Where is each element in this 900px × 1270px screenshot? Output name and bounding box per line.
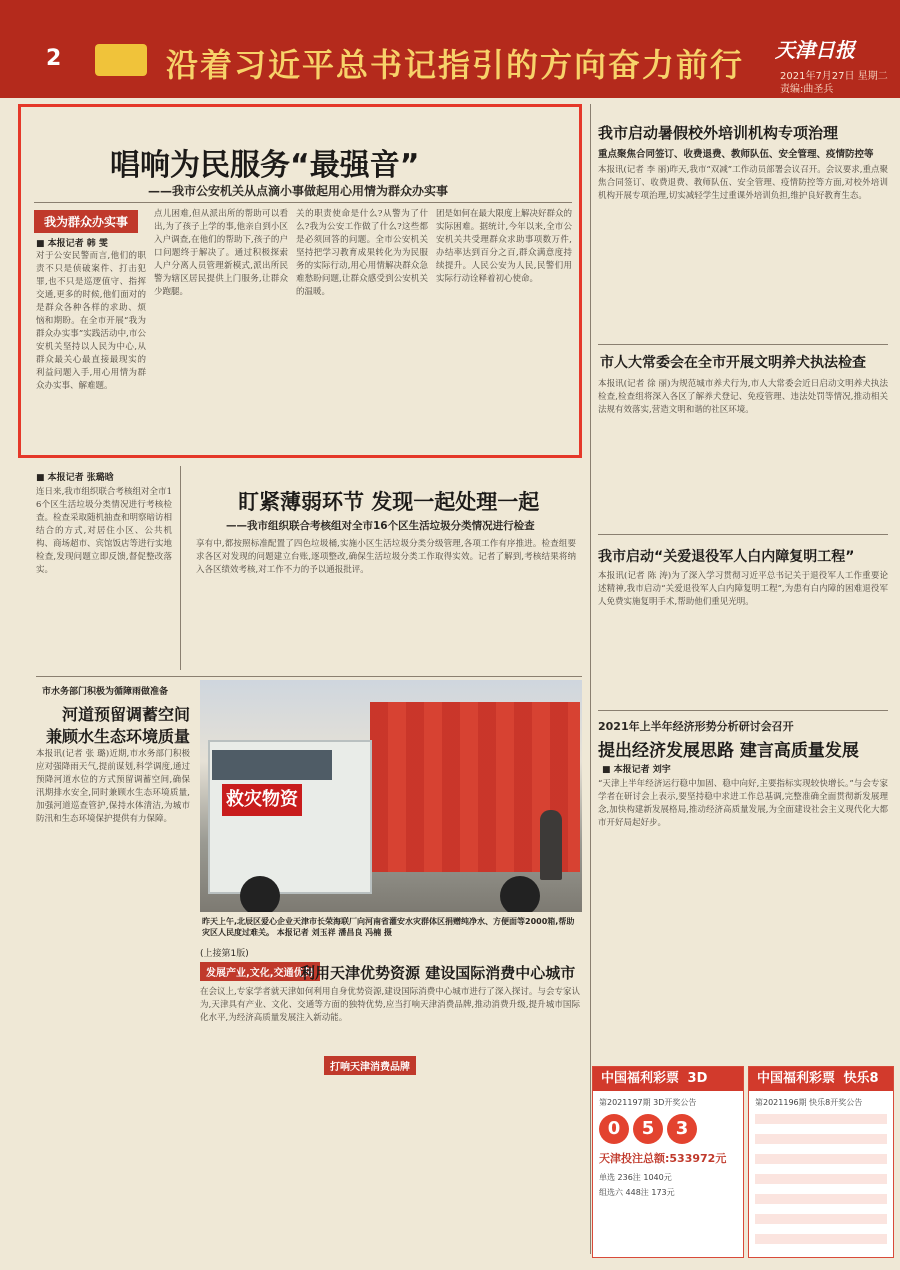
lottery-3d-issue: 第2021197期 3D开奖公告 [599,1098,697,1107]
right-article4-title[interactable]: 提出经济发展思路 建言高质量发展 [598,741,859,761]
article2-byline: ■ 本报记者 张璐晗 [36,473,114,483]
article1-byline: ■ 本报记者 韩 雯 [36,239,108,249]
lottery-3d-row1: 单选 236注 1040元 [599,1173,672,1182]
article1-body-col4: 团是如何在最大限度上解决好群众的实际困难。据统计,今年以来,全市公安机关共受理群众求助事项数万件,办结率达到百分之百,群众满意度持续提升。人民公安为人民,民警们用实际行动诠释着初心使命。 [436,209,572,284]
right-article2-body: 本报讯(记者 徐 丽)为规范城市养犬行为,市人大常委会近日启动文明养犬执法检查,检查组将深入各区了解养犬登记、免疫管理、违法处罚等情况,推动相关法规有效落实,营造文明和谐的社区环境。 [598,379,888,415]
right-article1-title[interactable]: 我市启动暑假校外培训机构专项治理 [598,124,839,142]
lottery-3d-title: 中国福利彩票 [601,1071,680,1086]
lottery-kl8-table [755,1114,887,1244]
paper-logo: 天津日报 [775,38,855,62]
truck-wheel [240,876,280,912]
right-article4-body: “天津上半年经济运行稳中加固、稳中向好,主要指标实现较快增长。”与会专家学者在研讨会上表示,要坚持稳中求进工作总基调,完整准确全面贯彻新发展理念,加快构建新发展格局,推动经济高质量发展,为全面建设社会主义现代化大都市开好局起好步。 [598,779,888,828]
divider [598,344,888,345]
right-article4-kicker: 2021年上半年经济形势分析研讨会召开 [598,720,794,733]
article2-body-left: 连日来,我市组织联合考核组对全市16个区生活垃圾分类情况进行考核检查。检查采取随机抽查和明察暗访相结合的方式,对居住小区、公共机构、商场超市、宾馆饭店等进行实地检查,发现问题立即反馈,督促整改落实。 [36,487,172,575]
lottery-3d-numbers [599,1114,737,1144]
photo-caption: 昨天上午,北辰区爱心企业天津市长荣海联厂向河南省灌安水灾群体区捐赠纯净水、方便面等2000箱,帮助灾区人民度过难关。 本报记者 刘玉祥 潘昌良 冯楠 摄 [202,917,575,937]
divider [598,710,888,711]
lottery-3d-box [592,1066,744,1258]
issue-meta [780,70,890,96]
lottery-3d-header [593,1067,743,1091]
truck-wheel [500,876,540,912]
truck-photo [200,680,582,912]
article1-body-col1: 对于公安民警而言,他们的职责不只是侦破案件、打击犯罪,也不只是巡逻值守、指挥交通,更多的时候,他们面对的是群众各种各样的求助、烦恼和期盼。在全市开展“我为群众办实事”实践活动中,市公安机关坚持以人民为中心,从群众最关心最直接最现实的利益问题入手,用心用情为群众办实事、解难题。 [36,251,146,391]
divider [598,534,888,535]
divider [36,676,582,677]
article4-title[interactable]: 利用天津优势资源 建设国际消费中心城市 [300,964,576,982]
lottery-ball: 5 [633,1114,663,1144]
right-article3-body: 本报讯(记者 陈 涛)为了深入学习贯彻习近平总书记关于退役军人工作重要论述精神,我市启动“关爱退役军人白内障复明工程”,为患有白内障的困难退役军人免费实施复明手术,帮助他们重见光明。 [598,571,888,607]
lottery-kl8-header [749,1067,893,1091]
article2-body: 享有中,都按照标准配置了四色垃圾桶,实施小区生活垃圾分类分级管理,各项工作有序推进。检查组要求各区对发现的问题建立台账,逐项整改,确保生活垃圾分类工作取得实效。记者了解到,考核结果将纳入各区绩效考核,对工作不力的予以通报批评。 [196,539,576,575]
party-emblem-icon [95,44,147,76]
lottery-kl8-issue: 第2021196期 快乐8开奖公告 [755,1098,863,1107]
column-divider [590,104,591,1254]
issue-date: 2021年7月27日 星期二 [780,71,888,82]
right-article1-subtitle: 重点聚焦合同签订、收费退费、教师队伍、安全管理、疫情防控等 [598,149,874,160]
article1-body-col3: 关的职责使命是什么?从警为了什么?我为公安工作做了什么?这些都是必须回答的问题。全市公安机关坚持把学习教育成果转化为为民服务的实际行动,用心用情解决群众急难愁盼问题,让群众感受到公安机关的温暖。 [296,209,428,297]
article4-tag: 发展产业,文化,交通优势 [200,962,320,981]
lottery-kl8-game: 快乐8 [843,1071,879,1086]
column-divider [180,466,181,670]
article1-body-col2: 点儿困难,但从派出所的帮助可以看出,为了孩子上学的事,他亲自到小区入户调查,在他们的帮助下,孩子的户口问题终于解决了。通过积极探索人户分离人员管理新模式,派出所民警为辖区居民提供上门服务,让群众少跑腿。 [154,209,288,297]
article4-note: (上接第1版) [200,949,249,959]
article2-subtitle: ——我市组织联合考核组对全市16个区生活垃圾分类情况进行检查 [226,520,535,532]
lottery-ball: 0 [599,1114,629,1144]
right-article1-body: 本报讯(记者 李 丽)昨天,我市“双减”工作动员部署会议召开。会议要求,重点聚焦合同签订、收费退费、教师队伍、安全管理、疫情防控等方面,对校外培训机构开展专项治理,切实减轻学生过重课外培训负担,维护良好教育生态。 [598,165,888,201]
truck-decal: 救灾物资 [222,784,302,816]
lottery-kl8-title: 中国福利彩票 [757,1071,836,1086]
article1-tag: 我为群众办实事 [34,210,138,233]
article4-body: 在会议上,专家学者就天津如何利用自身优势资源,建设国际消费中心城市进行了深入探讨。与会专家认为,天津具有产业、文化、交通等方面的独特优势,应当打响天津消费品牌,推动消费升级,提升城市国际化水平,为经济高质量发展注入新动能。 [200,987,580,1023]
person-figure [540,810,562,880]
lottery-3d-game: 3D [687,1071,708,1086]
lottery-3d-sales: 天津投注总额:533972元 [599,1152,727,1165]
page-headline: 沿着习近平总书记指引的方向奋力前行 [166,46,745,84]
lottery-ball: 3 [667,1114,697,1144]
article3-kicker: 市水务部门积极为循障雨做准备 [42,687,169,697]
article1-subtitle: ——我市公安机关从点滴小事做起用心用情为群众办实事 [148,184,449,198]
issue-editor: 责编:曲圣兵 [780,84,834,95]
article4-tag2: 打响天津消费品牌 [324,1056,416,1075]
article3-body: 本报讯(记者 张 璐)近期,市水务部门积极应对强降雨天气,提前谋划,科学调度,通过预降河道水位的方式预留调蓄空间,确保汛期排水安全,同时兼顾水生态环境质量,加强河道巡查管护,保持水体清洁,为城市防汛和生态环境保护提供有力保障。 [36,749,190,824]
right-article3-title[interactable]: 我市启动“关爱退役军人白内障复明工程” [598,549,855,565]
truck-window [212,750,332,780]
lottery-3d-row2: 组选六 448注 173元 [599,1188,675,1197]
page-header [0,0,900,98]
article1-title[interactable]: 唱响为民服务“最强音” [110,148,420,183]
divider [34,202,572,203]
article3-title-line1[interactable]: 河道预留调蓄空间 [62,705,191,724]
article2-title[interactable]: 盯紧薄弱环节 发现一起处理一起 [238,490,540,514]
right-article4-byline: ■ 本报记者 刘宇 [602,765,671,775]
lottery-kl8-box [748,1066,894,1258]
page-number: 2 [46,46,62,71]
right-article2-title[interactable]: 市人大常委会在全市开展文明养犬执法检查 [600,355,866,371]
article3-title-line2[interactable]: 兼顾水生态环境质量 [46,727,191,746]
